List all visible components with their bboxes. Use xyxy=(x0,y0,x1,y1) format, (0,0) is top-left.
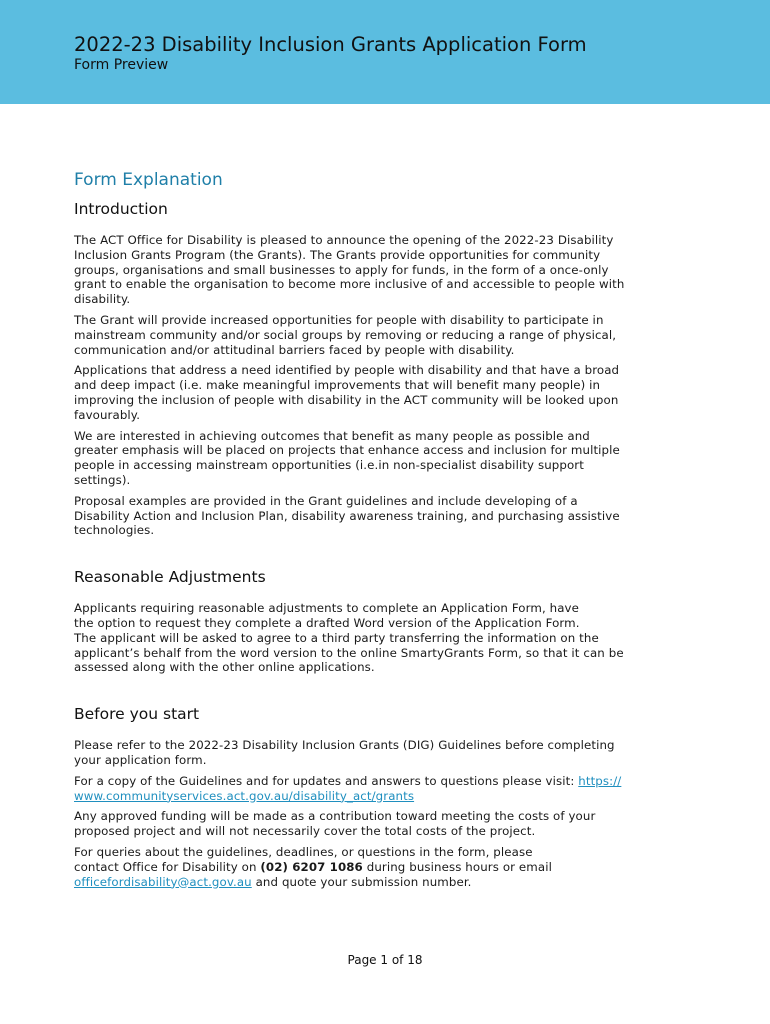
intro-paragraph-3 xyxy=(74,363,674,422)
intro-paragraph-4 xyxy=(74,429,674,488)
before-paragraph-3 xyxy=(74,809,674,839)
intro-paragraph-5 xyxy=(74,494,674,538)
text-line: applicant’s behalf from the word version to the online SmartyGrants Form, so that it can be xyxy=(74,645,624,660)
text-line: people in accessing mainstream opportunities (i.e.in non-specialist disability support xyxy=(74,458,584,473)
text-line: The ACT Office for Disability is pleased to announce the opening of the 2022-23 Disability xyxy=(74,233,614,247)
before-paragraph-2 xyxy=(74,774,674,804)
text-line: grant to enable the organisation to become more inclusive of and accessible to people with xyxy=(74,277,625,292)
page-title: 2022-23 Disability Inclusion Grants Application Form xyxy=(74,33,587,56)
quote-text: and quote your submission number. xyxy=(251,874,472,889)
text-line: assessed along with the other online applications. xyxy=(74,660,375,675)
page-subtitle: Form Preview xyxy=(74,57,169,73)
phone-number: (02) 6207 1086 xyxy=(260,859,363,874)
text-line: Please refer to the 2022-23 Disability Inclusion Grants (DIG) Guidelines before completing xyxy=(74,738,615,753)
text-line: disability. xyxy=(74,292,131,307)
text-line: your application form. xyxy=(74,752,207,767)
intro-paragraph-1 xyxy=(74,233,674,307)
introduction-heading: Introduction xyxy=(74,200,168,218)
section-title: Form Explanation xyxy=(74,170,223,190)
guidelines-link-continued[interactable]: www.communityservices.act.gov.au/disability_act/grants xyxy=(74,788,415,803)
text-line: Applications that address a need identified by people with disability and that have a broad xyxy=(74,363,620,378)
text-line: improving the inclusion of people with disability in the ACT community will be looked upon xyxy=(74,392,619,407)
header-banner xyxy=(0,0,770,104)
text-line: For queries about the guidelines, deadlines, or questions in the form, please xyxy=(74,844,533,859)
email-link[interactable]: officefordisability@act.gov.au xyxy=(74,874,252,889)
text-line xyxy=(74,789,674,804)
before-paragraph-4 xyxy=(74,845,674,889)
text-line: proposed project and will not necessarily cover the total costs of the project. xyxy=(74,824,536,839)
text-line: the option to request they complete a drafted Word version of the Application Form. xyxy=(74,615,580,630)
text-line xyxy=(74,774,674,789)
reasonable-adjustments-heading: Reasonable Adjustments xyxy=(74,568,266,587)
guidelines-link[interactable]: https:// xyxy=(578,773,622,788)
text-line: Disability Action and Inclusion Plan, disability awareness training, and purchasing assistive xyxy=(74,508,620,523)
text-line xyxy=(74,875,674,890)
text-line: greater emphasis will be placed on projects that enhance access and inclusion for multiple xyxy=(74,443,620,458)
text-line: Applicants requiring reasonable adjustments to complete an Application Form, have xyxy=(74,601,579,616)
text-line: The applicant will be asked to agree to a third party transferring the information on the xyxy=(74,630,599,645)
text-line: Proposal examples are provided in the Grant guidelines and include developing of a xyxy=(74,493,578,508)
text-line: favourably. xyxy=(74,407,141,422)
text-line: Any approved funding will be made as a contribution toward meeting the costs of your xyxy=(74,809,596,824)
before-you-start-heading: Before you start xyxy=(74,705,200,724)
text-line: Inclusion Grants Program (the Grants). The Grants provide opportunities for community xyxy=(74,247,601,262)
text-line: settings). xyxy=(74,472,131,487)
visit-text: For a copy of the Guidelines and for updates and answers to questions please visit: xyxy=(74,773,579,788)
text-line: The Grant will provide increased opportunities for people with disability to participate in xyxy=(74,312,604,327)
page-number: Page 1 of 18 xyxy=(347,953,423,967)
before-paragraph-1 xyxy=(74,738,674,768)
text-line: mainstream community and/or social groups by removing or reducing a range of physical, xyxy=(74,327,617,342)
document-body xyxy=(74,170,674,895)
reasonable-paragraph xyxy=(74,601,674,675)
text-line: groups, organisations and small businesses to apply for funds, in the form of a once-only xyxy=(74,262,609,277)
contact-text: contact Office for Disability on xyxy=(74,859,261,874)
text-line: and deep impact (i.e. make meaningful improvements that will benefit many people) in xyxy=(74,378,601,393)
contact-text-continued: during business hours or email xyxy=(362,859,552,874)
intro-paragraph-2 xyxy=(74,313,674,357)
text-line: technologies. xyxy=(74,523,155,538)
text-line xyxy=(74,860,674,875)
text-line: communication and/or attitudinal barriers faced by people with disability. xyxy=(74,342,515,357)
text-line: We are interested in achieving outcomes that benefit as many people as possible and xyxy=(74,428,590,443)
